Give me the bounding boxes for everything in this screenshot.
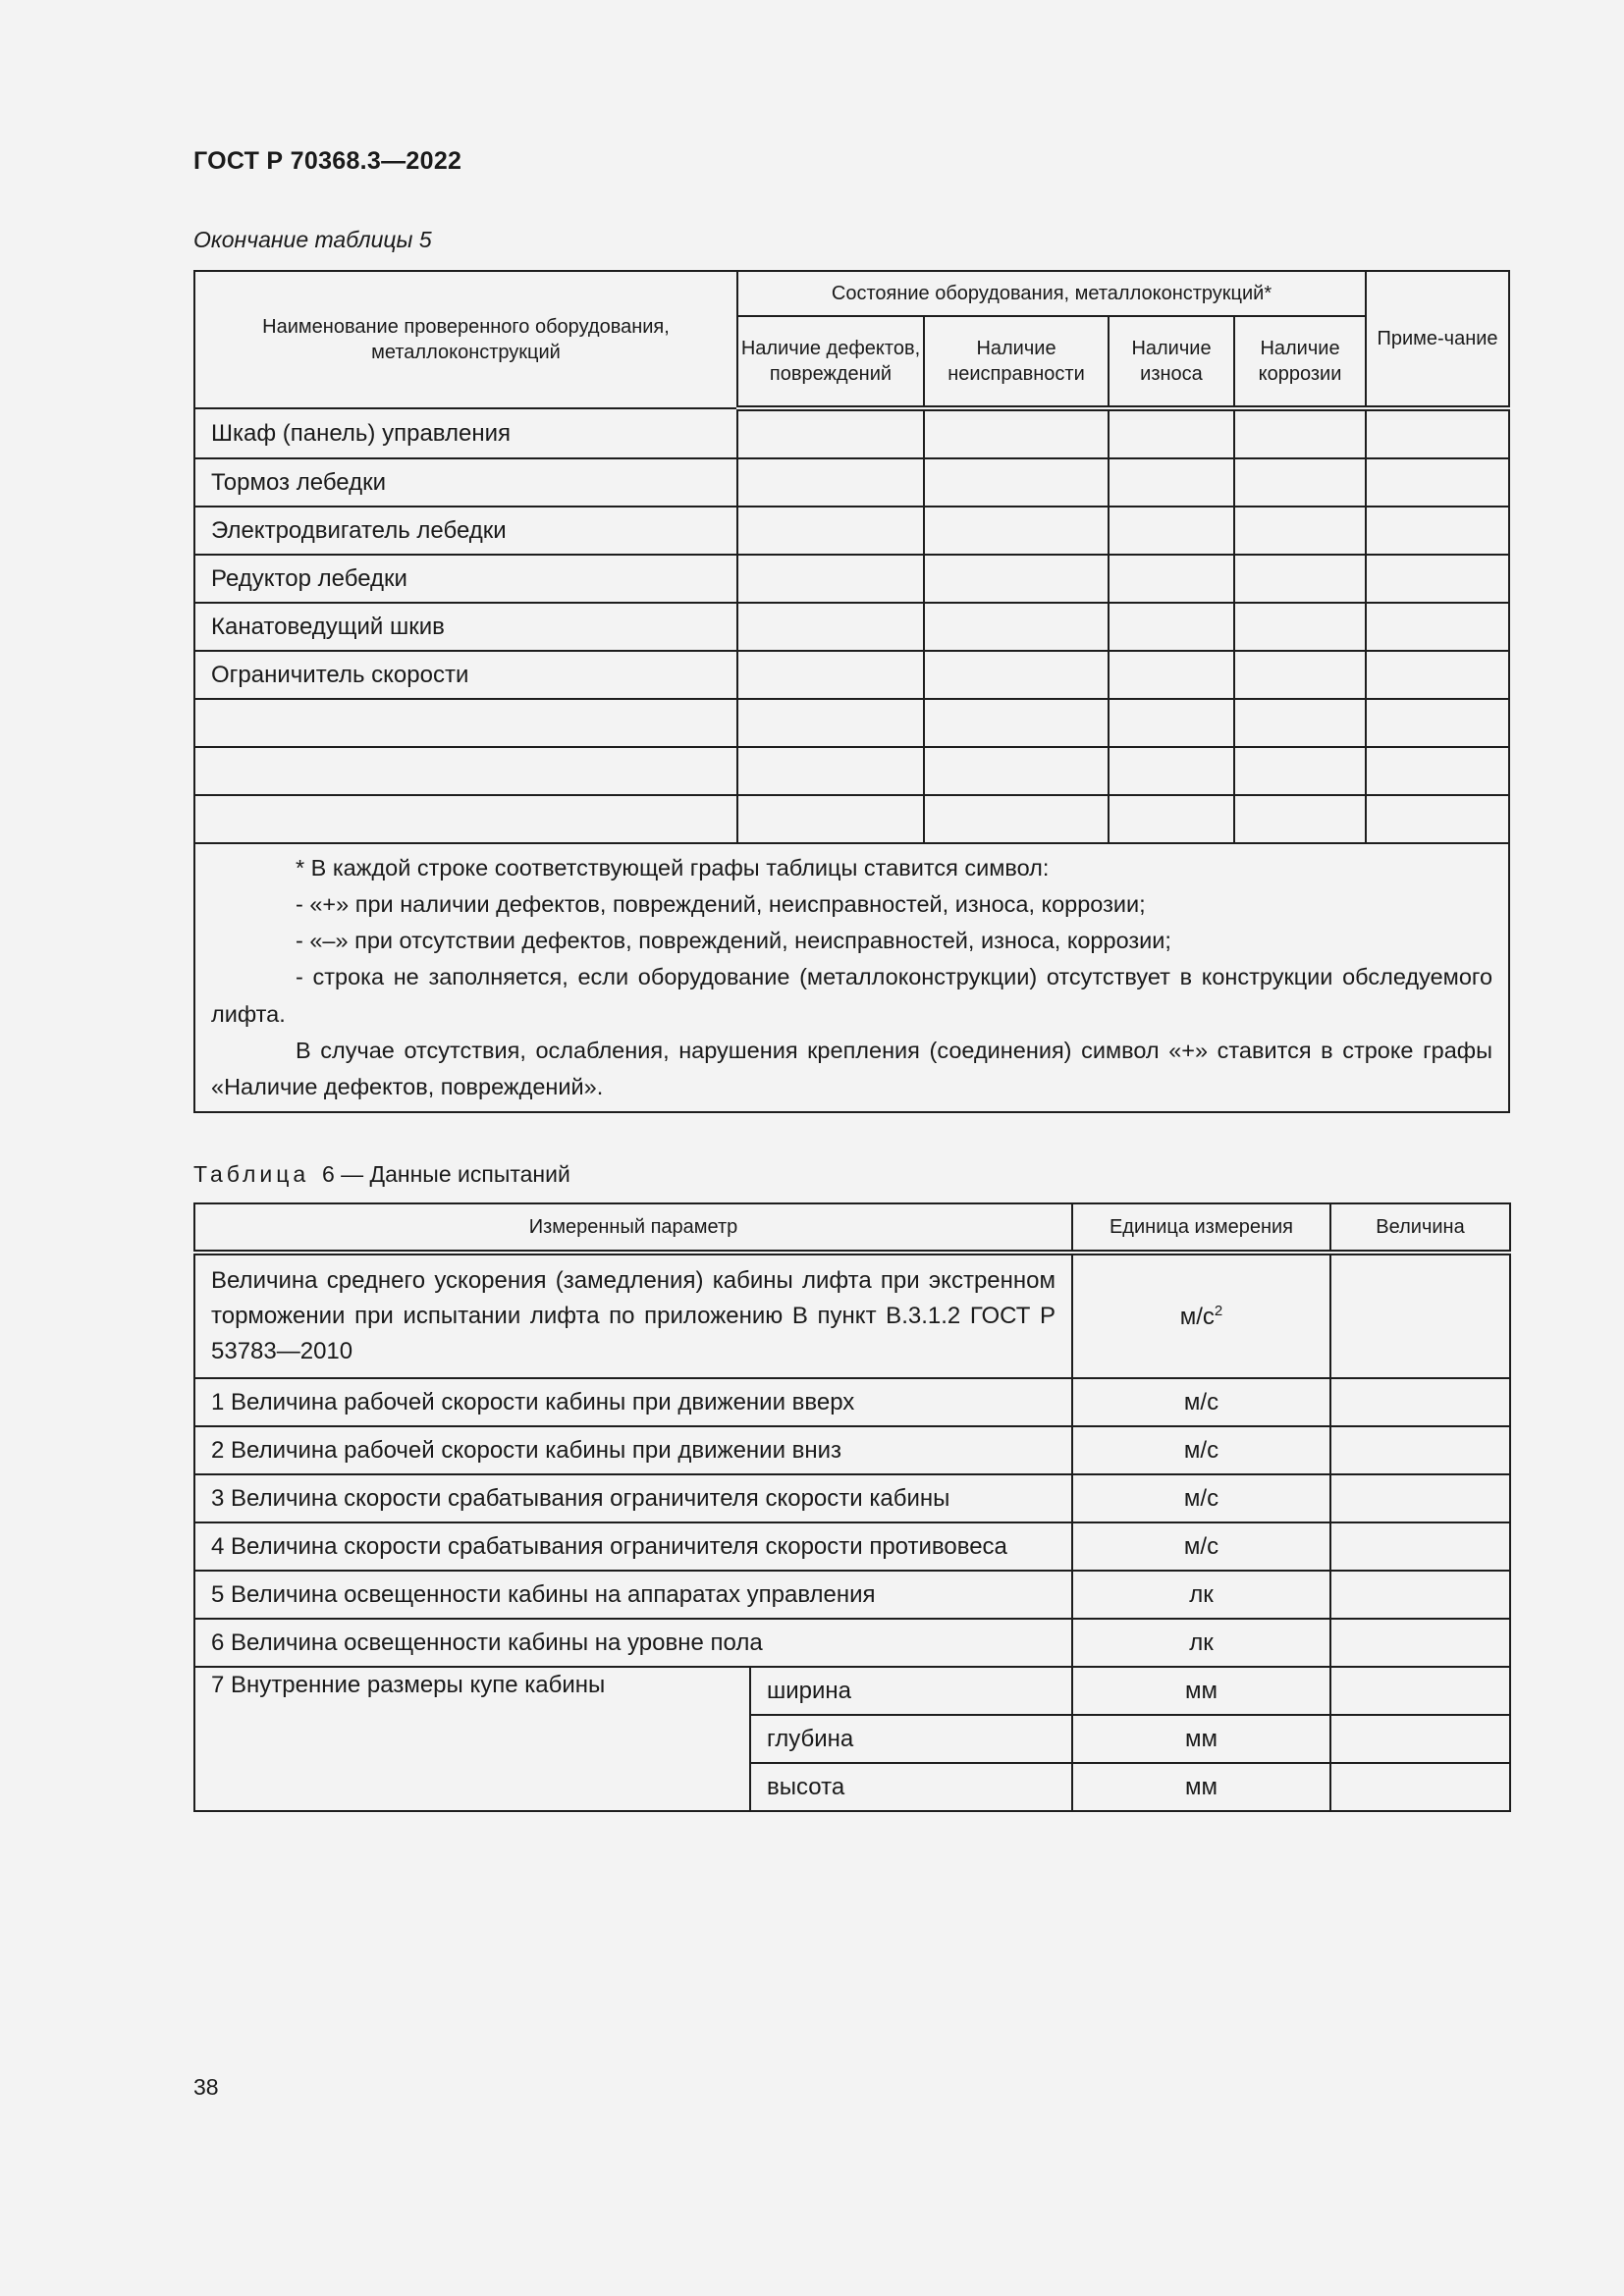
page-number: 38	[193, 2074, 219, 2100]
table-cell	[1109, 699, 1234, 747]
table-cell	[1366, 699, 1509, 747]
test-data-table	[193, 1202, 1511, 1812]
parameter-text: 1 Величина рабочей скорости кабины при движении вверх	[194, 1378, 1072, 1426]
table-row	[194, 1378, 1510, 1426]
parameter-text: 3 Величина скорости срабатывания ограничителя скорости кабины	[194, 1474, 1072, 1522]
table-cell	[1109, 603, 1234, 651]
value-cell	[1330, 1426, 1510, 1474]
table-row	[194, 747, 1509, 795]
col-header-corrosion: Наличие коррозии	[1234, 316, 1366, 408]
parameter-text: 2 Величина рабочей скорости кабины при движении вниз	[194, 1426, 1072, 1474]
unit-text: мм	[1072, 1715, 1330, 1763]
table-cell	[1366, 458, 1509, 507]
parameter-text: 7 Внутренние размеры купе кабины	[194, 1667, 750, 1811]
equipment-name	[194, 699, 737, 747]
table-cell	[1234, 507, 1366, 555]
table-cell	[924, 555, 1109, 603]
table-cell	[1366, 603, 1509, 651]
table-cell	[737, 408, 924, 458]
table-cell	[737, 458, 924, 507]
table-cell	[1234, 795, 1366, 843]
footnote-line: - «–» при отсутствии дефектов, повреждений, неисправностей, износа, коррозии;	[296, 928, 1171, 954]
table-cell	[737, 555, 924, 603]
value-cell	[1330, 1378, 1510, 1426]
col-header-unit: Единица измерения	[1072, 1203, 1330, 1253]
unit-text: мм	[1072, 1667, 1330, 1715]
col-header-malfunction: Наличие неисправности	[924, 316, 1109, 408]
unit-text: м/с	[1072, 1522, 1330, 1571]
value-cell	[1330, 1619, 1510, 1667]
unit-text: м/с	[1072, 1378, 1330, 1426]
unit-text: лк	[1072, 1571, 1330, 1619]
equipment-name: Редуктор лебедки	[194, 555, 737, 603]
parameter-text: 5 Величина освещенности кабины на аппаратах управления	[194, 1571, 1072, 1619]
value-cell	[1330, 1763, 1510, 1811]
table-cell	[924, 603, 1109, 651]
table-cell	[924, 507, 1109, 555]
unit-text: м/с	[1072, 1474, 1330, 1522]
table-row	[194, 1619, 1510, 1667]
table-cell	[1234, 555, 1366, 603]
value-cell	[1330, 1522, 1510, 1571]
table-cell	[737, 507, 924, 555]
col-header-condition-group: Состояние оборудования, металлоконструкций*	[737, 271, 1366, 316]
table-row	[194, 408, 1509, 458]
table-cell	[924, 795, 1109, 843]
equipment-name: Канатоведущий шкив	[194, 603, 737, 651]
unit-text: м/с	[1179, 1303, 1215, 1330]
table-cell	[1109, 651, 1234, 699]
unit-exponent: 2	[1214, 1302, 1223, 1319]
table-cell	[1109, 458, 1234, 507]
unit-cell	[1072, 1253, 1330, 1378]
unit-text: мм	[1072, 1763, 1330, 1811]
table-row	[194, 651, 1509, 699]
table6-caption	[193, 1161, 570, 1188]
dimension-label: глубина	[750, 1715, 1072, 1763]
value-cell	[1330, 1571, 1510, 1619]
table-cell	[1366, 555, 1509, 603]
table6-caption-title: 6 — Данные испытаний	[321, 1161, 570, 1187]
standard-title: ГОСТ Р 70368.3—2022	[193, 147, 462, 175]
table-cell	[1366, 747, 1509, 795]
equipment-condition-table	[193, 270, 1510, 1113]
col-header-equipment-name: Наименование проверенного оборудования, металлоконструкций	[194, 271, 737, 408]
dimension-label: высота	[750, 1763, 1072, 1811]
parameter-text: Величина среднего ускорения (замедления) кабины лифта при экстренном торможении при испытании лифта по приложению В пункт В.3.1.2 ГОСТ Р 53783—2010	[194, 1253, 1072, 1378]
table-cell	[1109, 555, 1234, 603]
col-header-parameter: Измеренный параметр	[194, 1203, 1072, 1253]
col-header-value: Величина	[1330, 1203, 1510, 1253]
unit-text: м/с	[1072, 1426, 1330, 1474]
unit-text: лк	[1072, 1619, 1330, 1667]
table-cell	[1366, 408, 1509, 458]
table-cell	[1234, 651, 1366, 699]
table-cell	[924, 747, 1109, 795]
table-row	[194, 699, 1509, 747]
equipment-name: Шкаф (панель) управления	[194, 408, 737, 458]
footnote-line: * В каждой строке соответствующей графы таблицы ставится символ:	[296, 855, 1050, 881]
equipment-name	[194, 747, 737, 795]
table-row	[194, 458, 1509, 507]
table-cell	[924, 408, 1109, 458]
table-cell	[924, 651, 1109, 699]
parameter-text: 6 Величина освещенности кабины на уровне пола	[194, 1619, 1072, 1667]
table-row	[194, 1253, 1510, 1378]
equipment-name: Электродвигатель лебедки	[194, 507, 737, 555]
table-cell	[1366, 795, 1509, 843]
equipment-name: Тормоз лебедки	[194, 458, 737, 507]
table-row	[194, 1571, 1510, 1619]
equipment-name: Ограничитель скорости	[194, 651, 737, 699]
table-cell	[1234, 747, 1366, 795]
col-header-defects: Наличие дефектов, повреждений	[737, 316, 924, 408]
footnote-line: В случае отсутствия, ослабления, нарушения крепления (соединения) символ «+» ставится в строке графы «Наличие дефектов, повреждений».	[211, 1037, 1493, 1099]
dimension-label: ширина	[750, 1667, 1072, 1715]
table-cell	[1109, 507, 1234, 555]
table-row	[194, 507, 1509, 555]
col-header-wear: Наличие износа	[1109, 316, 1234, 408]
table-row	[194, 555, 1509, 603]
footnote-line: - строка не заполняется, если оборудование (металлоконструкции) отсутствует в конструкции обследуемого лифта.	[211, 964, 1493, 1027]
table-row	[194, 1474, 1510, 1522]
table-row	[194, 1522, 1510, 1571]
table-row	[194, 1667, 1510, 1715]
table5-continuation-caption: Окончание таблицы 5	[193, 227, 432, 252]
table-cell	[737, 699, 924, 747]
table-cell	[1366, 507, 1509, 555]
table-row	[194, 603, 1509, 651]
value-cell	[1330, 1474, 1510, 1522]
table-cell	[737, 651, 924, 699]
value-cell	[1330, 1667, 1510, 1715]
value-cell	[1330, 1253, 1510, 1378]
table-cell	[924, 458, 1109, 507]
table-cell	[1234, 699, 1366, 747]
parameter-text: 4 Величина скорости срабатывания ограничителя скорости противовеса	[194, 1522, 1072, 1571]
table-cell	[737, 603, 924, 651]
equipment-name	[194, 795, 737, 843]
table-row	[194, 795, 1509, 843]
table-cell	[737, 795, 924, 843]
col-header-remark: Приме-чание	[1366, 271, 1509, 408]
table-cell	[924, 699, 1109, 747]
table-cell	[1234, 603, 1366, 651]
table-cell	[1109, 747, 1234, 795]
table6-caption-word: Таблица	[193, 1161, 310, 1187]
table-cell	[1366, 651, 1509, 699]
value-cell	[1330, 1715, 1510, 1763]
table-cell	[1234, 458, 1366, 507]
table-cell	[737, 747, 924, 795]
table-cell	[1109, 408, 1234, 458]
footnote-line: - «+» при наличии дефектов, повреждений, неисправностей, износа, коррозии;	[296, 891, 1146, 918]
table-row	[194, 1426, 1510, 1474]
table-cell	[1109, 795, 1234, 843]
table-cell	[1234, 408, 1366, 458]
table-footnote	[194, 843, 1509, 1112]
